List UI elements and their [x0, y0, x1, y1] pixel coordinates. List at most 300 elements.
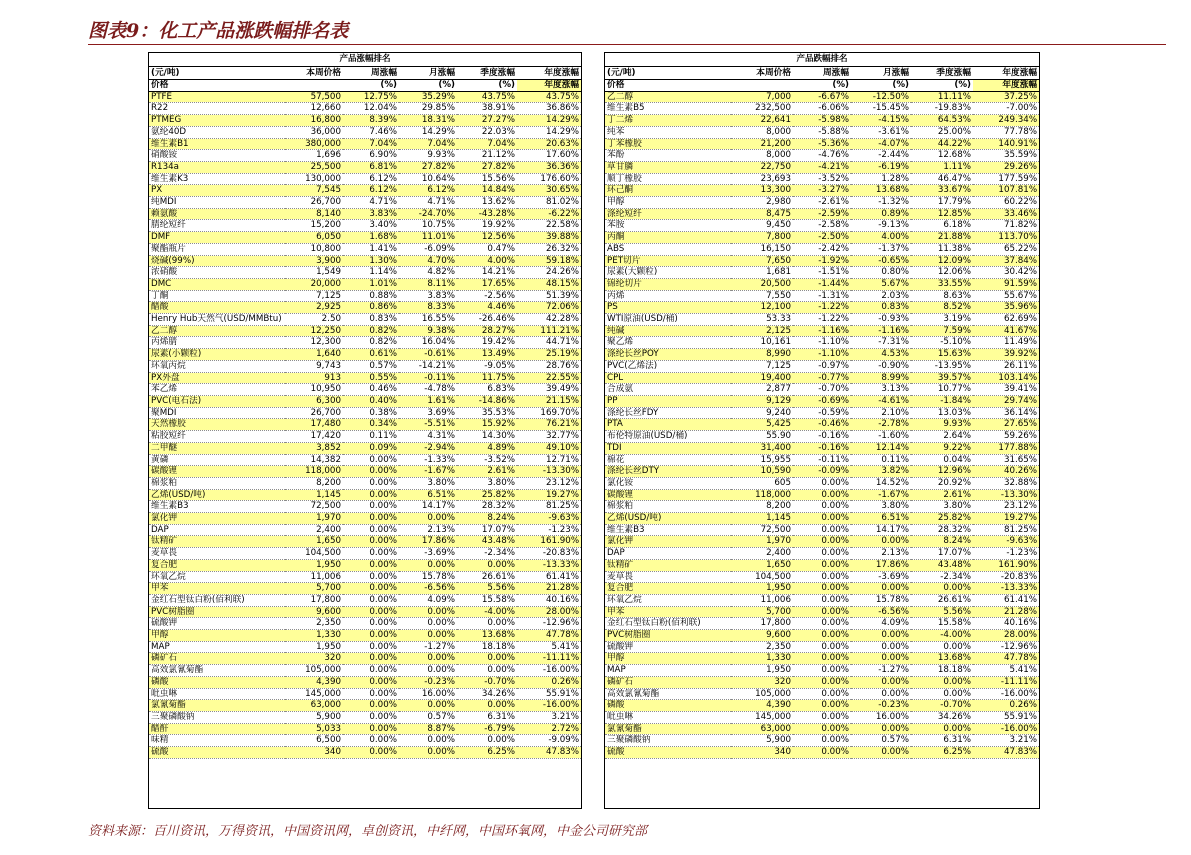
table-row — [149, 536, 581, 548]
table-row — [149, 360, 581, 372]
value-cell: 3.21% — [517, 711, 581, 723]
value-cell: -3.69% — [851, 571, 911, 583]
value-cell: 4.09% — [399, 594, 457, 606]
value-cell: 6.81% — [343, 161, 399, 173]
table-row — [605, 232, 1039, 244]
value-cell: -1.67% — [399, 466, 457, 478]
value-cell: 25.00% — [911, 126, 973, 138]
table-row — [149, 302, 581, 314]
value-cell: 16,150 — [731, 243, 793, 255]
value-cell: 77.78% — [973, 126, 1039, 138]
unit-cell: (%) — [851, 80, 911, 92]
product-name-cell: 锦纶切片 — [605, 278, 731, 290]
value-cell: 55.91% — [517, 688, 581, 700]
value-cell: 1.11% — [911, 161, 973, 173]
value-cell: 1,681 — [731, 267, 793, 279]
product-name-cell: 丁苯橡胶 — [605, 138, 731, 150]
value-cell: 25.82% — [457, 489, 517, 501]
table-row — [149, 243, 581, 255]
unit-row — [149, 80, 581, 92]
product-name-cell: 硫酸 — [605, 747, 731, 759]
table-row — [149, 442, 581, 454]
value-cell: 26,700 — [285, 197, 343, 209]
table-row — [605, 255, 1039, 267]
value-cell: 32.88% — [973, 477, 1039, 489]
value-cell: 5.41% — [517, 641, 581, 653]
value-cell: 19,400 — [731, 372, 793, 384]
table-row — [149, 723, 581, 735]
value-cell: 0.00% — [793, 594, 851, 606]
value-cell: -0.93% — [851, 314, 911, 326]
table-row — [149, 711, 581, 723]
value-cell: 0.82% — [343, 325, 399, 337]
value-cell: 320 — [285, 653, 343, 665]
value-cell: 0.00% — [793, 513, 851, 525]
table-row — [149, 571, 581, 583]
value-cell: 55.90 — [731, 431, 793, 443]
value-cell: -5.51% — [399, 419, 457, 431]
value-cell: 0.80% — [851, 267, 911, 279]
value-cell: 0.00% — [851, 688, 911, 700]
gainers-panel — [148, 52, 582, 809]
value-cell: 29.85% — [399, 103, 457, 115]
value-cell: 380,000 — [285, 138, 343, 150]
value-cell: 0.57% — [399, 711, 457, 723]
value-cell: 2,400 — [285, 524, 343, 536]
table-row — [605, 700, 1039, 712]
value-cell: 11.49% — [973, 337, 1039, 349]
value-cell: 12,660 — [285, 103, 343, 115]
value-cell: 0.86% — [343, 302, 399, 314]
value-cell: 145,000 — [285, 688, 343, 700]
table-row — [605, 407, 1039, 419]
value-cell: 130,000 — [285, 173, 343, 185]
product-name-cell: 丁二烯 — [605, 115, 731, 127]
value-cell: 9,600 — [731, 630, 793, 642]
table-row — [605, 594, 1039, 606]
value-cell: 0.00% — [793, 583, 851, 595]
unit-cell — [731, 80, 793, 92]
value-cell: -0.16% — [793, 442, 851, 454]
value-cell: 15.63% — [911, 349, 973, 361]
value-cell: 0.00% — [793, 723, 851, 735]
value-cell: 6.12% — [343, 185, 399, 197]
value-cell: -9.09% — [517, 735, 581, 747]
value-cell: 0.00% — [851, 536, 911, 548]
product-name-cell: PTMEG — [149, 115, 285, 127]
table-row — [149, 583, 581, 595]
table-row — [149, 232, 581, 244]
value-cell: 12.68% — [911, 150, 973, 162]
value-cell: 21.12% — [457, 150, 517, 162]
product-name-cell: 丙酮 — [605, 232, 731, 244]
product-name-cell: 氯化钾 — [605, 536, 731, 548]
table-row — [605, 395, 1039, 407]
value-cell: 14.29% — [399, 126, 457, 138]
value-cell: -16.00% — [973, 723, 1039, 735]
value-cell: 14.52% — [851, 477, 911, 489]
value-cell: 169.70% — [517, 407, 581, 419]
value-cell: 8.24% — [457, 513, 517, 525]
value-cell: 7.04% — [457, 138, 517, 150]
value-cell: 0.00% — [793, 524, 851, 536]
value-cell: -12.96% — [517, 618, 581, 630]
value-cell: 9,743 — [285, 360, 343, 372]
table-row — [605, 185, 1039, 197]
value-cell: 6.18% — [911, 220, 973, 232]
value-cell: 81.25% — [973, 524, 1039, 536]
value-cell: 8,000 — [731, 126, 793, 138]
column-header: 周涨幅 — [793, 67, 851, 80]
value-cell: 0.38% — [343, 407, 399, 419]
value-cell: 44.22% — [911, 138, 973, 150]
value-cell: -6.67% — [793, 91, 851, 103]
product-name-cell: 吡虫啉 — [149, 688, 285, 700]
value-cell: 39.57% — [911, 372, 973, 384]
product-name-cell: 丙烯 — [605, 290, 731, 302]
value-cell: -3.69% — [399, 548, 457, 560]
value-cell: -0.46% — [793, 419, 851, 431]
value-cell: 7.04% — [343, 138, 399, 150]
value-cell: 2.50 — [285, 314, 343, 326]
value-cell: 12.04% — [343, 103, 399, 115]
table-row — [605, 583, 1039, 595]
value-cell: 0.00% — [793, 548, 851, 560]
value-cell: 7,550 — [731, 290, 793, 302]
value-cell: 0.55% — [343, 372, 399, 384]
value-cell: 0.00% — [793, 571, 851, 583]
value-cell: 0.00% — [399, 606, 457, 618]
table-row — [149, 173, 581, 185]
value-cell: 0.00% — [343, 513, 399, 525]
product-name-cell: 粘胶短纤 — [149, 431, 285, 443]
product-name-cell: 烧碱(99%) — [149, 255, 285, 267]
value-cell: 17,800 — [731, 618, 793, 630]
table-row — [605, 524, 1039, 536]
value-cell: 15.78% — [399, 571, 457, 583]
value-cell: 11,006 — [731, 594, 793, 606]
value-cell: 29.26% — [973, 161, 1039, 173]
table-row — [605, 559, 1039, 571]
value-cell: -6.79% — [457, 723, 517, 735]
value-cell: 0.00% — [399, 559, 457, 571]
value-cell: 2.72% — [517, 723, 581, 735]
product-name-cell: 碳酸锂 — [605, 489, 731, 501]
product-name-cell: 复合肥 — [605, 583, 731, 595]
value-cell: -1.92% — [793, 255, 851, 267]
value-cell: 33.46% — [973, 208, 1039, 220]
value-cell: 1,950 — [731, 583, 793, 595]
value-cell: 6.12% — [343, 173, 399, 185]
value-cell: 0.00% — [343, 571, 399, 583]
value-cell: -1.32% — [851, 197, 911, 209]
value-cell: 2,350 — [285, 618, 343, 630]
value-cell: -0.16% — [793, 431, 851, 443]
value-cell: 6,300 — [285, 395, 343, 407]
table-row — [149, 395, 581, 407]
table-row — [149, 513, 581, 525]
value-cell: 1.01% — [343, 278, 399, 290]
value-cell: 18.18% — [911, 665, 973, 677]
value-cell: 0.88% — [343, 290, 399, 302]
value-cell: 232,500 — [731, 103, 793, 115]
value-cell: 21,200 — [731, 138, 793, 150]
value-cell: -1.10% — [793, 349, 851, 361]
value-cell: -2.61% — [793, 197, 851, 209]
value-cell: 26.61% — [911, 594, 973, 606]
product-name-cell: PVC(乙烯法) — [605, 360, 731, 372]
value-cell: 0.00% — [343, 583, 399, 595]
table-row — [605, 290, 1039, 302]
table-row — [149, 349, 581, 361]
value-cell: 15.92% — [457, 419, 517, 431]
product-name-cell: 聚酯瓶片 — [149, 243, 285, 255]
table-row — [149, 103, 581, 115]
value-cell: 4.00% — [851, 232, 911, 244]
value-cell: 0.00% — [793, 735, 851, 747]
product-name-cell: 棉浆粕 — [149, 477, 285, 489]
table-row — [149, 501, 581, 513]
product-name-cell: 维生素B1 — [149, 138, 285, 150]
value-cell: -2.56% — [457, 290, 517, 302]
table-row — [605, 173, 1039, 185]
value-cell: 0.61% — [343, 349, 399, 361]
unit-cell: (%) — [343, 80, 399, 92]
value-cell: 6.25% — [457, 747, 517, 759]
product-name-cell: TDI — [605, 442, 731, 454]
value-cell: 0.00% — [343, 676, 399, 688]
product-name-cell: 合成氨 — [605, 384, 731, 396]
value-cell: 22,641 — [731, 115, 793, 127]
value-cell: 0.40% — [343, 395, 399, 407]
value-cell: 22.03% — [457, 126, 517, 138]
value-cell: 22.58% — [517, 220, 581, 232]
value-cell: 8,000 — [731, 150, 793, 162]
value-cell: -19.83% — [911, 103, 973, 115]
product-name-cell: 甲苯 — [605, 606, 731, 618]
value-cell: 177.88% — [973, 442, 1039, 454]
value-cell: 0.00% — [851, 747, 911, 759]
title-rule — [88, 44, 1166, 45]
value-cell: 20.92% — [911, 477, 973, 489]
value-cell: 16.00% — [399, 688, 457, 700]
value-cell: 43.48% — [911, 559, 973, 571]
value-cell: 76.21% — [517, 419, 581, 431]
product-name-cell: 涤纶长丝DTY — [605, 466, 731, 478]
value-cell: 48.15% — [517, 278, 581, 290]
value-cell: 14.29% — [517, 126, 581, 138]
unit-cell: (%) — [399, 80, 457, 92]
value-cell: 0.00% — [343, 653, 399, 665]
value-cell: 0.00% — [343, 688, 399, 700]
value-cell: 0.00% — [343, 548, 399, 560]
value-cell: 30.65% — [517, 185, 581, 197]
value-cell: -1.22% — [793, 314, 851, 326]
product-name-cell: PX — [149, 185, 285, 197]
value-cell: 8.11% — [399, 278, 457, 290]
value-cell: 38.91% — [457, 103, 517, 115]
value-cell: 0.00% — [343, 524, 399, 536]
value-cell: 0.00% — [343, 594, 399, 606]
value-cell: 0.00% — [343, 559, 399, 571]
value-cell: 8.63% — [911, 290, 973, 302]
value-cell: -13.95% — [911, 360, 973, 372]
value-cell: 3.80% — [851, 501, 911, 513]
value-cell: 6.25% — [911, 747, 973, 759]
value-cell: 4.53% — [851, 349, 911, 361]
value-cell: 17,420 — [285, 431, 343, 443]
value-cell: 8.33% — [399, 302, 457, 314]
value-cell: -1.44% — [793, 278, 851, 290]
value-cell: 1.41% — [343, 243, 399, 255]
column-header: 本周价格 — [731, 67, 793, 80]
value-cell: 6.51% — [399, 489, 457, 501]
product-name-cell: 涤纶短纤 — [605, 208, 731, 220]
value-cell: 1,696 — [285, 150, 343, 162]
value-cell: 4.70% — [399, 255, 457, 267]
value-cell: 2,980 — [731, 197, 793, 209]
table-row — [149, 419, 581, 431]
source-note: 资料来源：百川资讯，万得资讯，中国资讯网，卓创资讯，中纤网，中国环氧网，中金公司研究部 — [88, 824, 648, 839]
value-cell: 0.00% — [343, 501, 399, 513]
value-cell: 161.90% — [973, 559, 1039, 571]
value-cell: 0.00% — [793, 606, 851, 618]
value-cell: 0.89% — [851, 208, 911, 220]
column-header: 季度涨幅 — [911, 67, 973, 80]
value-cell: 28.27% — [457, 325, 517, 337]
product-name-cell: 碳酸锂 — [149, 466, 285, 478]
value-cell: 21.88% — [911, 232, 973, 244]
value-cell: 9.38% — [399, 325, 457, 337]
value-cell: 105,000 — [285, 665, 343, 677]
value-cell: -3.52% — [457, 454, 517, 466]
value-cell: 2.61% — [911, 489, 973, 501]
product-name-cell: 氯氰菊酯 — [605, 723, 731, 735]
value-cell: 0.00% — [457, 735, 517, 747]
value-cell: 107.81% — [973, 185, 1039, 197]
value-cell: 0.00% — [793, 676, 851, 688]
product-name-cell: 环氧丙烷 — [149, 360, 285, 372]
table-row — [605, 197, 1039, 209]
column-header-row — [605, 67, 1039, 80]
product-name-cell: PVC树脂圈 — [605, 630, 731, 642]
value-cell: 12.09% — [911, 255, 973, 267]
value-cell: 5.67% — [851, 278, 911, 290]
product-name-cell: WTI原油(USD/桶) — [605, 314, 731, 326]
table-row — [149, 559, 581, 571]
value-cell: 33.55% — [911, 278, 973, 290]
value-cell: 81.02% — [517, 197, 581, 209]
value-cell: -12.50% — [851, 91, 911, 103]
value-cell: 17.07% — [911, 548, 973, 560]
value-cell: 3.21% — [973, 735, 1039, 747]
value-cell: 0.00% — [399, 700, 457, 712]
value-cell: -0.90% — [851, 360, 911, 372]
value-cell: -2.59% — [793, 208, 851, 220]
product-name-cell: 氯化铵 — [605, 477, 731, 489]
value-cell: 4.09% — [851, 618, 911, 630]
value-cell: 0.57% — [343, 360, 399, 372]
value-cell: 12,100 — [731, 302, 793, 314]
value-cell: -11.11% — [517, 653, 581, 665]
value-cell: 1.14% — [343, 267, 399, 279]
product-name-cell: 甲苯 — [149, 583, 285, 595]
value-cell: 0.00% — [793, 688, 851, 700]
value-cell: 1.30% — [343, 255, 399, 267]
value-cell: 13.68% — [851, 185, 911, 197]
product-name-cell: PS — [605, 302, 731, 314]
value-cell: 3.19% — [911, 314, 973, 326]
value-cell: 23.12% — [973, 501, 1039, 513]
value-cell: 3.13% — [851, 384, 911, 396]
value-cell: 1,549 — [285, 267, 343, 279]
value-cell: 0.00% — [343, 606, 399, 618]
product-name-cell: 顺丁橡胶 — [605, 173, 731, 185]
value-cell: 43.48% — [457, 536, 517, 548]
value-cell: -3.52% — [793, 173, 851, 185]
value-cell: 8,140 — [285, 208, 343, 220]
table-row — [149, 735, 581, 747]
value-cell: 0.00% — [793, 477, 851, 489]
value-cell: -0.11% — [793, 454, 851, 466]
table-row — [149, 255, 581, 267]
value-cell: 34.26% — [457, 688, 517, 700]
value-cell: 320 — [731, 676, 793, 688]
value-cell: -13.33% — [973, 583, 1039, 595]
value-cell: 0.00% — [399, 513, 457, 525]
table-row — [605, 513, 1039, 525]
table-row — [149, 372, 581, 384]
table-row — [149, 185, 581, 197]
value-cell: 12,250 — [285, 325, 343, 337]
value-cell: 72.06% — [517, 302, 581, 314]
value-cell: 12.75% — [343, 91, 399, 103]
column-header: 季度涨幅 — [457, 67, 517, 80]
value-cell: 0.00% — [399, 630, 457, 642]
product-name-cell: 聚乙烯 — [605, 337, 731, 349]
table-row — [149, 290, 581, 302]
table-row — [605, 126, 1039, 138]
table-row — [149, 548, 581, 560]
value-cell: 37.84% — [973, 255, 1039, 267]
value-cell: -1.37% — [851, 243, 911, 255]
value-cell: 3.80% — [911, 501, 973, 513]
column-header: 月涨幅 — [399, 67, 457, 80]
product-name-cell: R22 — [149, 103, 285, 115]
value-cell: 176.60% — [517, 173, 581, 185]
table-row — [605, 676, 1039, 688]
value-cell: -5.36% — [793, 138, 851, 150]
value-cell: 5,425 — [731, 419, 793, 431]
value-cell: 118,000 — [285, 466, 343, 478]
product-name-cell: 氨纶40D — [149, 126, 285, 138]
value-cell: 0.00% — [793, 501, 851, 513]
value-cell: 0.00% — [343, 700, 399, 712]
value-cell: 12,300 — [285, 337, 343, 349]
value-cell: 7,800 — [731, 232, 793, 244]
value-cell: 21.15% — [517, 395, 581, 407]
table-row — [149, 594, 581, 606]
value-cell: 21.28% — [517, 583, 581, 595]
value-cell: 0.00% — [343, 466, 399, 478]
value-cell: 6.31% — [911, 735, 973, 747]
value-cell: 2.13% — [399, 524, 457, 536]
value-cell: 7,125 — [731, 360, 793, 372]
value-cell: -4.78% — [399, 384, 457, 396]
value-cell: -13.30% — [973, 489, 1039, 501]
table-row — [605, 501, 1039, 513]
table-row — [149, 197, 581, 209]
